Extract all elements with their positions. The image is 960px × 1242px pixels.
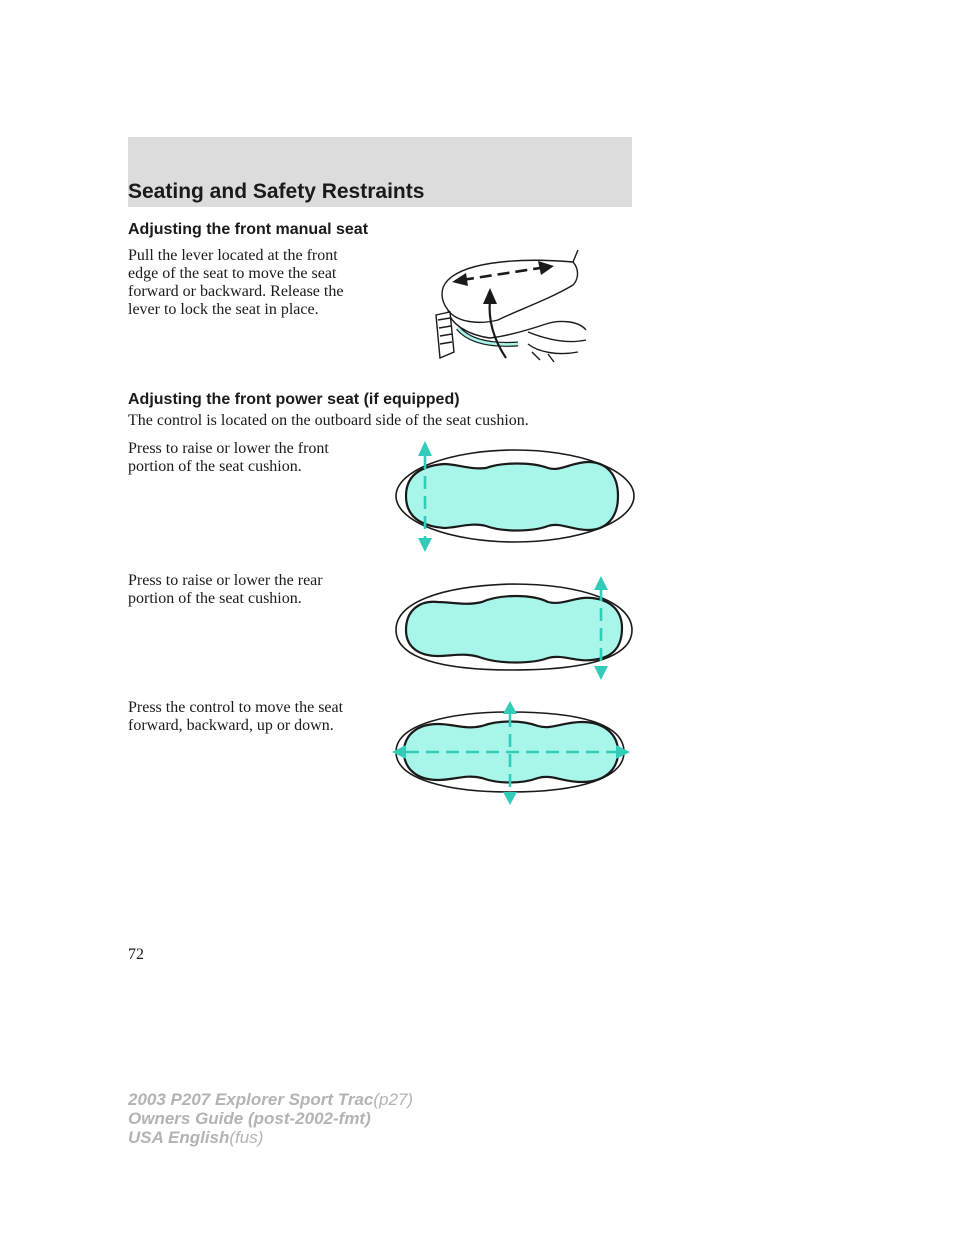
footer-model-code: (p27) — [373, 1090, 414, 1109]
front-tilt-control-illustration — [392, 438, 638, 554]
footer-model: 2003 P207 Explorer Sport Trac — [128, 1090, 374, 1109]
section-title: Seating and Safety Restraints — [128, 180, 425, 203]
manual-seat-text: Pull the lever located at the front edge of the seat to move the seat forward or backward. Release the lever to lock the seat in place. — [128, 247, 344, 318]
power-seat-heading: Adjusting the front power seat (if equipped) — [128, 391, 460, 408]
front-portion-text: Press to raise or lower the front portion of the seat cushion. — [128, 440, 329, 475]
manual-seat-heading: Adjusting the front manual seat — [128, 221, 369, 238]
manual-seat-lever-illustration — [428, 240, 588, 368]
page-number: 72 — [128, 946, 144, 963]
four-way-control-illustration — [390, 700, 632, 806]
footer-language-code: (fus) — [229, 1128, 264, 1147]
move-seat-text: Press the control to move the seat forward, backward, up or down. — [128, 699, 344, 734]
rear-portion-text: Press to raise or lower the rear portion of the seat cushion. — [128, 572, 323, 607]
footer-guide: Owners Guide (post-2002-fmt) — [128, 1109, 371, 1128]
footer-language: USA English — [128, 1128, 230, 1147]
rear-tilt-control-illustration — [392, 572, 638, 684]
power-seat-intro: The control is located on the outboard side of the seat cushion. — [128, 412, 529, 429]
document-footer — [128, 1090, 413, 1147]
